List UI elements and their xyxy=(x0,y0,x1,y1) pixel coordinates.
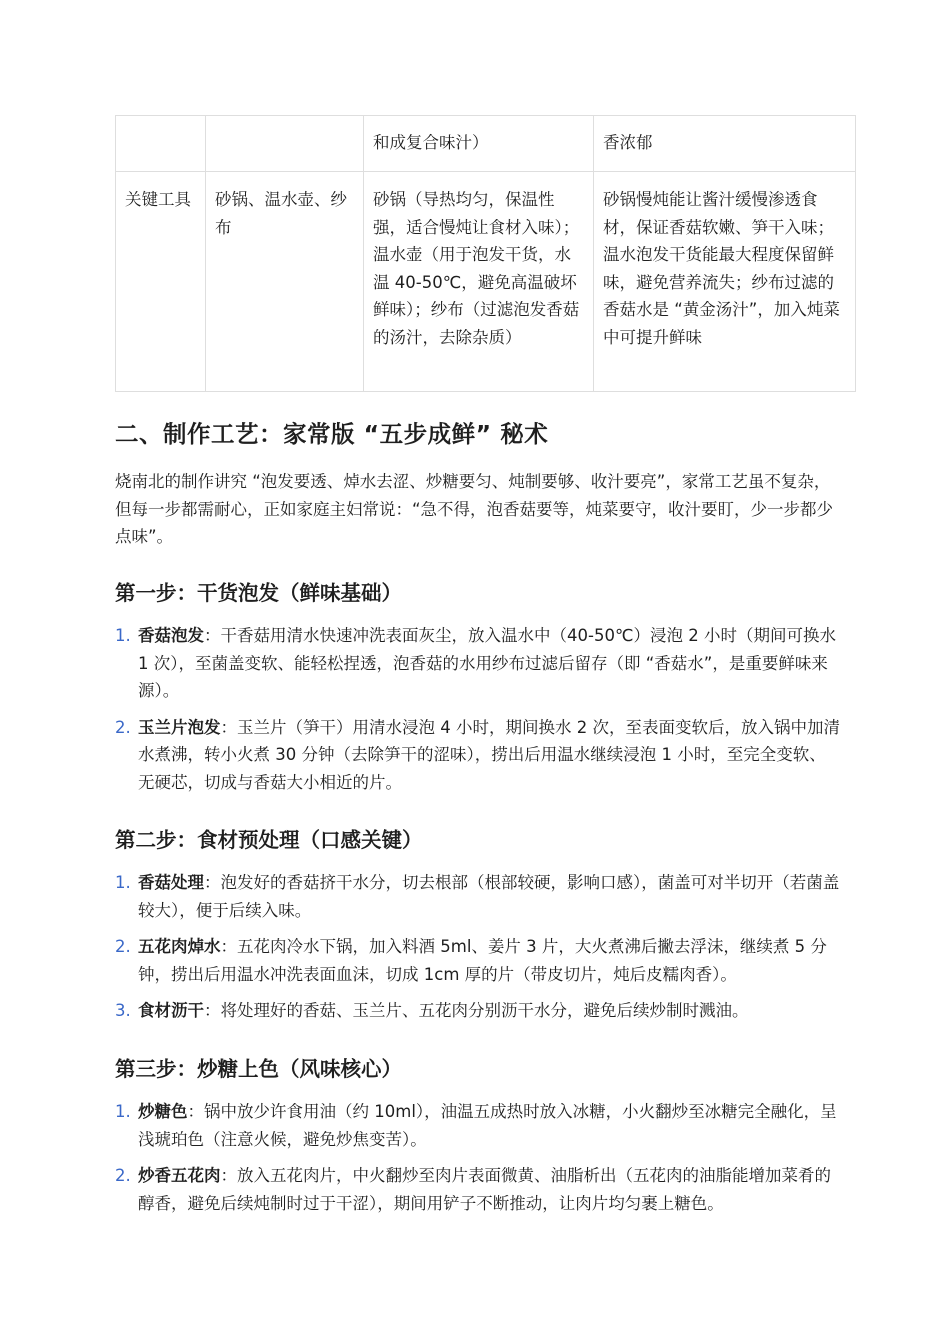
step-list xyxy=(115,622,840,805)
table-cell: 砂锅慢炖能让酱汁缓慢渗透食材，保证香菇软嫩、笋干入味；温水泡发干货能最大程度保留鲜味，避免营养流失；纱布过滤的香菇水是 “黄金汤汁”，加入炖菜中可提升鲜味 xyxy=(594,172,856,392)
list-item: 1. 香菇泡发：干香菇用清水快速冲洗表面灰尘，放入温水中（40-50℃）浸泡 2 小时（期间可换水 1 次），至菌盖变软、能轻松捏透，泡香菇的水用纱布过滤后留存（即 “香菇水”，是重要鲜味来源）。 xyxy=(115,626,836,700)
list-item: 1. 香菇处理：泡发好的香菇挤干水分，切去根部（根部较硬，影响口感），菌盖可对半切开（若菌盖较大），便于后续入味。 xyxy=(115,873,840,920)
table-row xyxy=(116,172,856,392)
step-title: 第一步：干货泡发（鲜味基础） xyxy=(115,581,402,605)
table-cell: 关键工具 xyxy=(116,172,206,392)
list-item: 2. 五花肉焯水：五花肉冷水下锅，加入料酒 5ml、姜片 3 片，大火煮沸后撇去浮沫，继续煮 5 分钟，捞出后用温水冲洗表面血沫，切成 1cm 厚的片（带皮切片，炖后皮糯肉香）。 xyxy=(115,937,827,984)
item-label: 香菇泡发 xyxy=(138,626,204,645)
step-list xyxy=(115,869,840,1034)
item-label: 五花肉焯水 xyxy=(138,937,221,956)
list-item: 2. 玉兰片泡发：玉兰片（笋干）用清水浸泡 4 小时，期间换水 2 次，至表面变软后，放入锅中加清水煮沸，转小火煮 30 分钟（去除笋干的涩味），捞出后用温水继续浸泡 1 小时，至完全变软、无硬芯，切成与香菇大小相近的片。 xyxy=(115,717,840,792)
item-label: 炒糖色 xyxy=(138,1102,188,1121)
item-label: 玉兰片泡发 xyxy=(138,717,221,737)
table-row xyxy=(116,116,856,172)
item-label: 炒香五花肉 xyxy=(138,1166,221,1185)
table-cell: 和成复合味汁） xyxy=(364,116,594,172)
info-table xyxy=(115,115,856,392)
table-cell xyxy=(206,116,364,172)
item-label: 香菇处理 xyxy=(138,873,204,892)
item-label: 食材沥干 xyxy=(138,1001,204,1020)
list-item: 2. 炒香五花肉：放入五花肉片，中火翻炒至肉片表面微黄、油脂析出（五花肉的油脂能增加菜肴的醇香，避免后续炖制时过于干涩），期间用铲子不断推动，让肉片均匀裹上糖色。 xyxy=(115,1166,831,1213)
table-cell: 砂锅（导热均匀，保温性强，适合慢炖让食材入味）；温水壶（用于泡发干货，水温 40-50℃，避免高温破坏鲜味）；纱布（过滤泡发香菇的汤汁，去除杂质） xyxy=(364,172,594,392)
list-item: 1. 炒糖色：锅中放少许食用油（约 10ml），油温五成热时放入冰糖，小火翻炒至冰糖完全融化，呈浅琥珀色（注意火候，避免炒焦变苦）。 xyxy=(115,1102,837,1149)
table-cell: 砂锅、温水壶、纱布 xyxy=(206,172,364,392)
section-intro: 烧南北的制作讲究 “泡发要透、焯水去涩、炒糖要匀、炖制要够、收汁要亮”，家常工艺虽不复杂，但每一步都需耐心，正如家庭主妇常说：“急不得，泡香菇要等，炖菜要守，收汁要盯，少一步都少点味”。 xyxy=(115,472,834,546)
step-title: 第二步：食材预处理（口感关键） xyxy=(115,828,423,852)
table-cell xyxy=(116,116,206,172)
list-item: 3. 食材沥干：将处理好的香菇、玉兰片、五花肉分别沥干水分，避免后续炒制时溅油。 xyxy=(115,1001,749,1020)
step-list xyxy=(115,1098,840,1226)
section-title: 二、制作工艺：家常版 “五步成鲜” 秘术 xyxy=(115,420,549,448)
step-title: 第三步：炒糖上色（风味核心） xyxy=(115,1057,402,1081)
table-cell: 香浓郁 xyxy=(594,116,856,172)
